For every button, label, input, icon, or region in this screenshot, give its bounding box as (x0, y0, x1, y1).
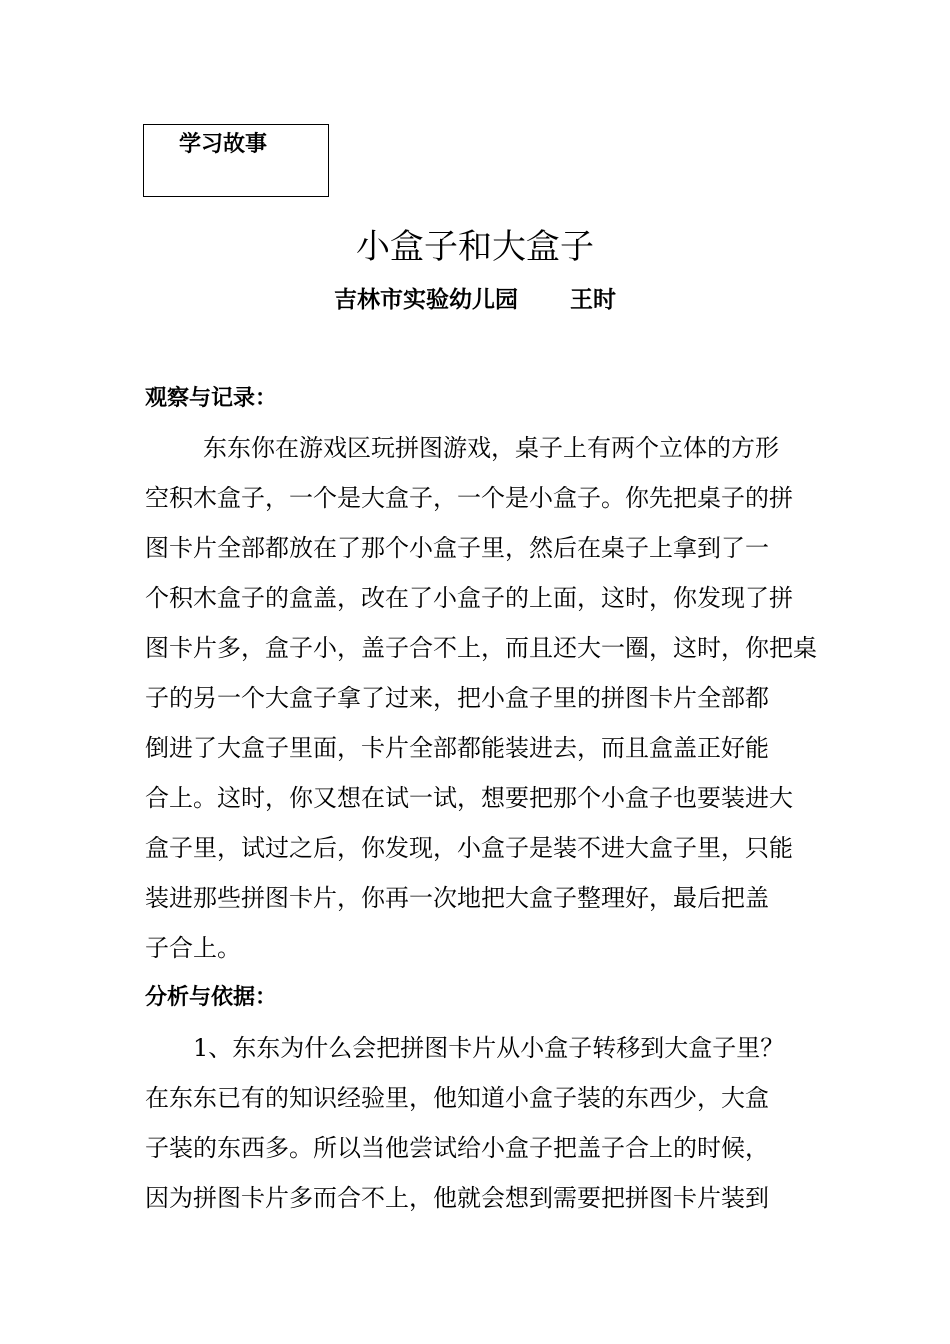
section-heading-analysis: 分析与依据： (145, 985, 278, 1010)
body-line: 合上。这时，你又想在试一试，想要把那个小盒子也要装进大 (145, 784, 793, 812)
body-line: 东东你在游戏区玩拼图游戏，桌子上有两个立体的方形 (203, 434, 779, 462)
author-line (0, 280, 950, 320)
body-line: 个积木盒子的盒盖，改在了小盒子的上面，这时，你发现了拼 (145, 584, 793, 612)
body-line: 倒进了大盒子里面，卡片全部都能装进去，而且盒盖正好能 (145, 734, 769, 762)
author-org: 吉林市实验幼儿园 (334, 287, 518, 313)
body-line: 装进那些拼图卡片，你再一次地把大盒子整理好，最后把盖 (145, 884, 769, 912)
body-line: 因为拼图卡片多而合不上，他就会想到需要把拼图卡片装到 (145, 1184, 769, 1212)
label-box-text: 学习故事 (179, 132, 268, 157)
body-line: 子的另一个大盒子拿了过来，把小盒子里的拼图卡片全部都 (145, 684, 769, 712)
document-title: 小盒子和大盒子 (356, 227, 594, 267)
body-line: 在东东已有的知识经验里，他知道小盒子装的东西少，大盒 (145, 1084, 769, 1112)
body-line: 图卡片多，盒子小，盖子合不上，而且还大一圈，这时，你把桌 (145, 634, 817, 662)
author-name: 王时 (570, 287, 616, 313)
body-line: 图卡片全部都放在了那个小盒子里，然后在桌子上拿到了一 (145, 534, 769, 562)
body-line: 空积木盒子，一个是大盒子，一个是小盒子。你先把桌子的拼 (145, 484, 793, 512)
body-line: 盒子里，试过之后，你发现，小盒子是装不进大盒子里，只能 (145, 834, 793, 862)
label-box (143, 124, 329, 197)
body-line: 子合上。 (145, 934, 241, 962)
section-heading-observation: 观察与记录： (145, 386, 278, 411)
body-line: 1、东东为什么会把拼图卡片从小盒子转移到大盒子里？ (193, 1034, 785, 1062)
body-line: 子装的东西多。所以当他尝试给小盒子把盖子合上的时候， (145, 1134, 769, 1162)
